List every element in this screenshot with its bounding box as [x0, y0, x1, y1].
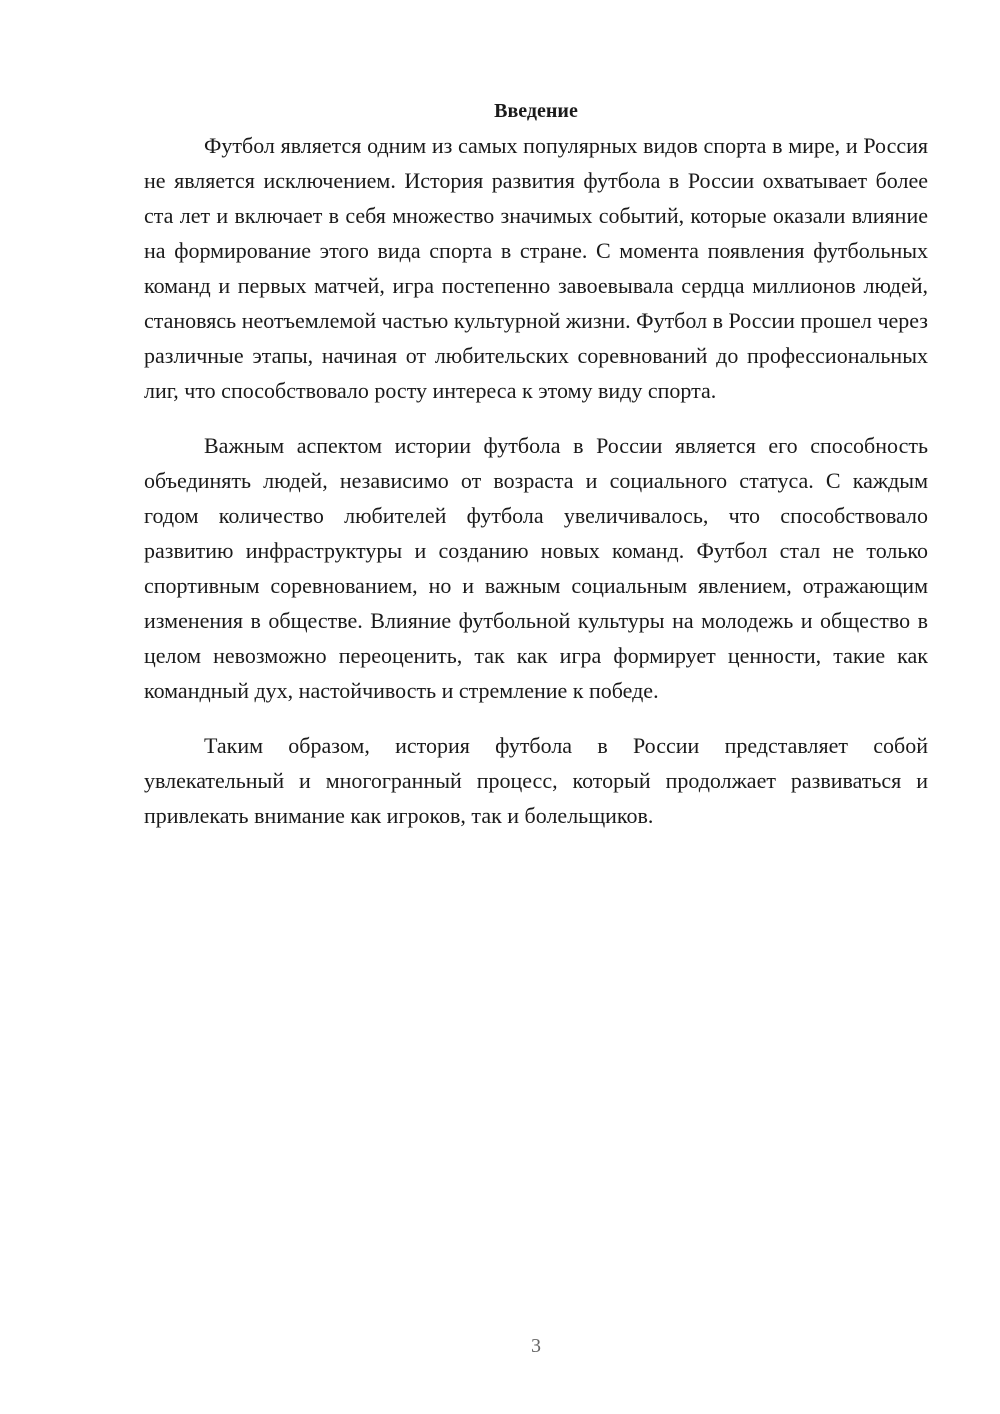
page-number: 3	[531, 1335, 541, 1357]
paragraph-3: Таким образом, история футбола в России представляет собой увлекательный и многогранный процесс, который продолжает развиваться и привлекать внимание как игроков, так и болельщиков.	[144, 733, 928, 828]
section-heading: Введение	[494, 100, 578, 122]
paragraph-2: Важным аспектом истории футбола в России является его способность объединять людей, независимо от возраста и социального статуса. С каждым годом количество любителей футбола увеличивалось, что способствовало развитию инфраструктуры и созданию новых команд. Футбол стал не только спортивным соревнованием, но и важным социальным явлением, отражающим изменения в обществе. Влияние футбольной культуры на молодежь и общество в целом невозможно переоценить, так как игра формирует ценности, такие как командный дух, настойчивость и стремление к победе.	[144, 433, 928, 703]
page-content	[144, 96, 928, 833]
paragraph-1: Футбол является одним из самых популярных видов спорта в мире, и Россия не является исключением. История развития футбола в России охватывает более ста лет и включает в себя множество значимых событий, которые оказали влияние на формирование этого вида спорта в стране. С момента появления футбольных команд и первых матчей, игра постепенно завоевывала сердца миллионов людей, становясь неотъемлемой частью культурной жизни. Футбол в России прошел через различные этапы, начиная от любительских соревнований до профессиональных лиг, что способствовало росту интереса к этому виду спорта.	[144, 133, 928, 403]
